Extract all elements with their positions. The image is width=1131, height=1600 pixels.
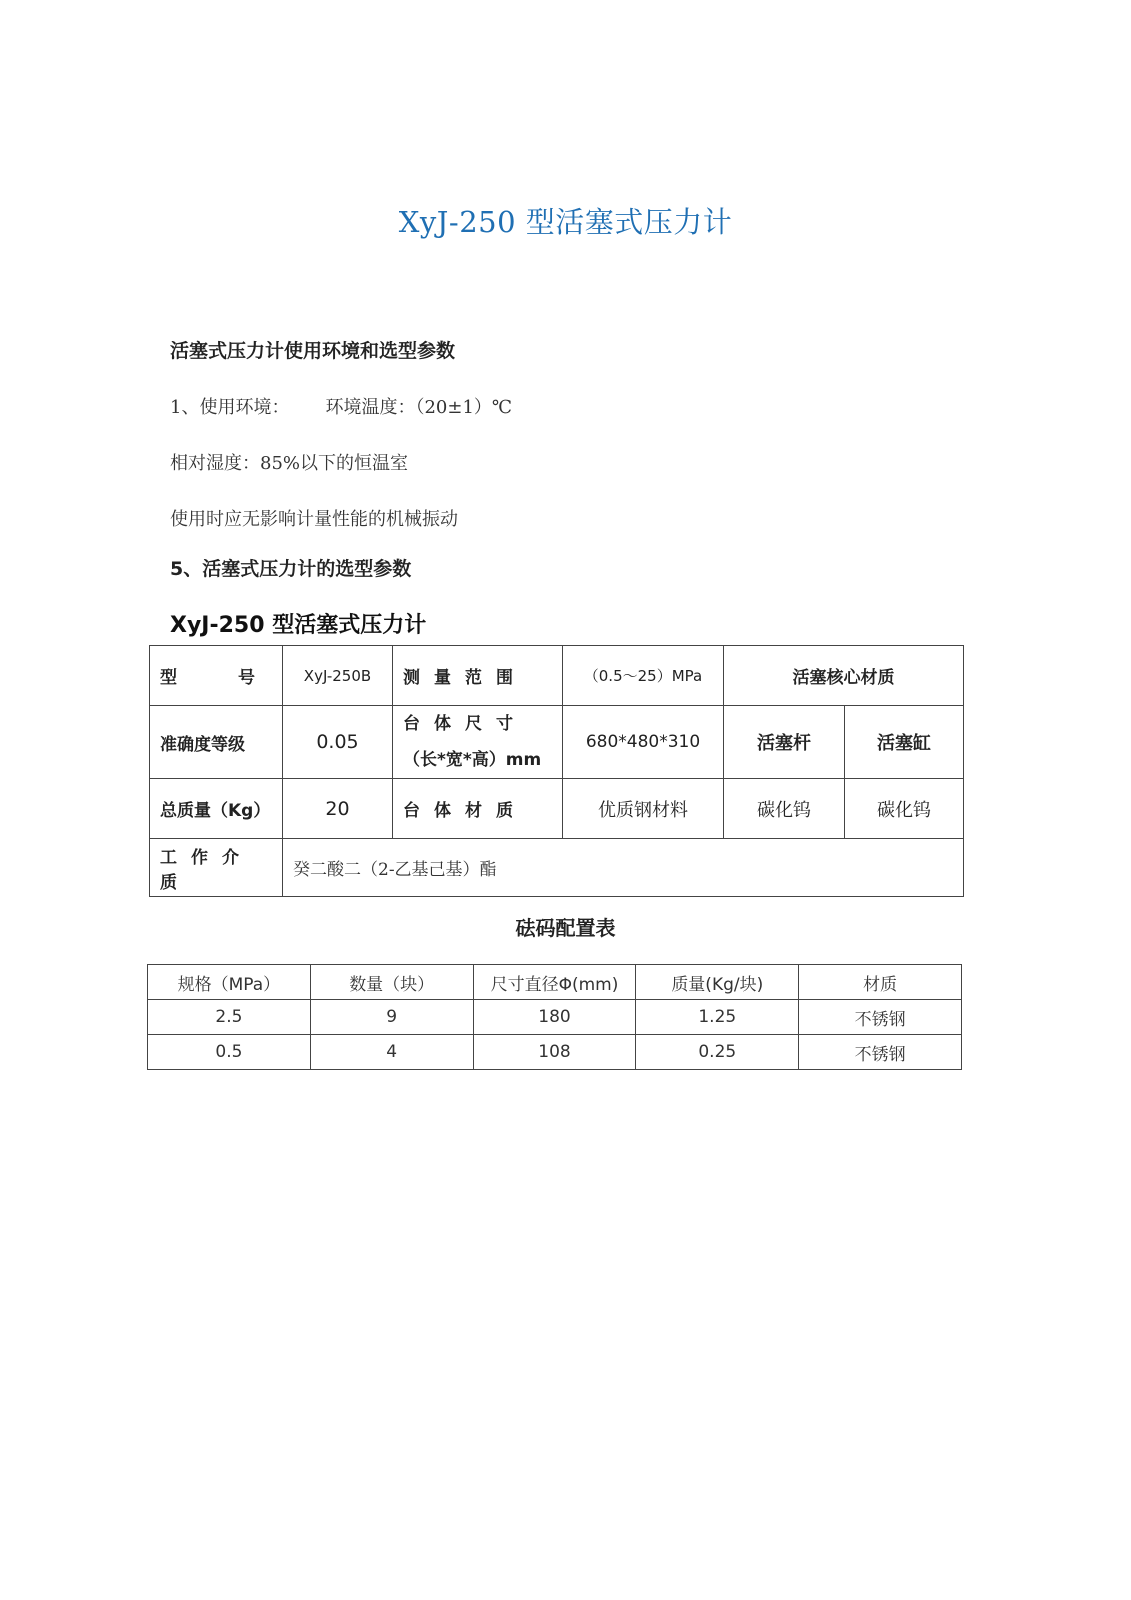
size-label [393, 706, 563, 779]
table-cell: 0.25 [636, 1035, 799, 1070]
size-value: 680*480*310 [563, 706, 724, 779]
size-label-line1: 台体尺寸 [403, 714, 527, 734]
column-header: 质量(Kg/块) [636, 965, 799, 1000]
accuracy-label: 准确度等级 [150, 706, 283, 779]
vibration-line: 使用时应无影响计量性能的机械振动 [170, 509, 458, 530]
model-value: XyJ-250B [283, 646, 393, 706]
mass-label: 总质量（Kg） [150, 779, 283, 839]
env-line [170, 393, 512, 419]
table-cell: 0.5 [148, 1035, 311, 1070]
range-label: 测量范围 [393, 646, 563, 706]
spec-row [150, 646, 964, 706]
table-cell: 1.25 [636, 1000, 799, 1035]
piston-cylinder-material: 碳化钨 [845, 779, 964, 839]
medium-value: 癸二酸二（2-乙基己基）酯 [283, 839, 964, 897]
spec-row [150, 839, 964, 897]
table-cell: 2.5 [148, 1000, 311, 1035]
model-label: 型 号 [160, 668, 255, 688]
table-row [148, 1000, 962, 1035]
piston-cylinder-label: 活塞缸 [845, 706, 964, 779]
material-value: 优质钢材料 [563, 779, 724, 839]
humidity-line: 相对湿度：85%以下的恒温室 [170, 453, 409, 474]
accuracy-value: 0.05 [283, 706, 393, 779]
piston-rod-material: 碳化钨 [724, 779, 845, 839]
section-heading: 活塞式压力计使用环境和选型参数 [170, 340, 456, 362]
env-label: 1、使用环境： [170, 397, 290, 418]
document-title: XyJ-250 型活塞式压力计 [398, 205, 733, 239]
material-label: 台体材质 [393, 779, 563, 839]
column-header: 材质 [799, 965, 962, 1000]
column-header: 规格（MPa） [148, 965, 311, 1000]
env-temperature: 环境温度：（20±1）℃ [325, 397, 513, 418]
range-value: （0.5～25）MPa [563, 646, 724, 706]
table-row [148, 1035, 962, 1070]
model-title: XyJ-250 型活塞式压力计 [170, 613, 427, 638]
spec-row [150, 779, 964, 839]
table-header-row [148, 965, 962, 1000]
medium-label: 工作介质 [150, 839, 283, 897]
size-label-line2: （长*宽*高）mm [403, 750, 542, 770]
spec-row [150, 706, 964, 779]
table-cell: 不锈钢 [799, 1035, 962, 1070]
config-table-title: 砝码配置表 [515, 916, 616, 940]
piston-rod-label: 活塞杆 [724, 706, 845, 779]
spec-table [149, 645, 964, 897]
mass-value: 20 [283, 779, 393, 839]
weight-config-table [147, 964, 962, 1070]
table-cell: 108 [473, 1035, 636, 1070]
table-cell: 4 [310, 1035, 473, 1070]
column-header: 数量（块） [310, 965, 473, 1000]
table-cell: 180 [473, 1000, 636, 1035]
core-material-label: 活塞核心材质 [724, 646, 964, 706]
table-cell: 不锈钢 [799, 1000, 962, 1035]
spec-cell [150, 646, 283, 706]
section-5-heading: 5、活塞式压力计的选型参数 [170, 558, 412, 580]
table-cell: 9 [310, 1000, 473, 1035]
column-header: 尺寸直径Φ(mm) [473, 965, 636, 1000]
